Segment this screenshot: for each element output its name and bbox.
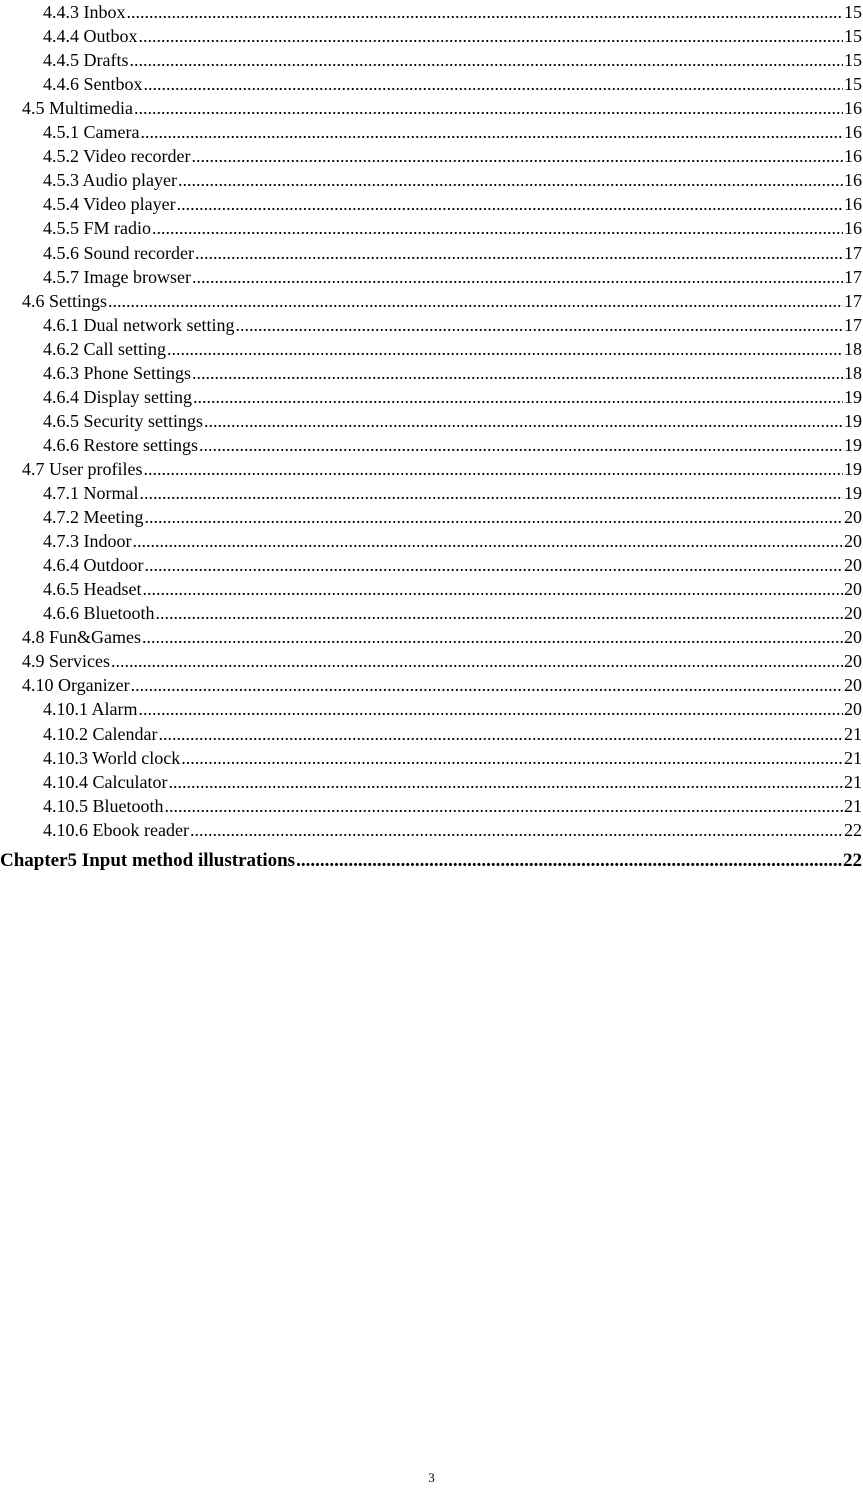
toc-entry-label: 4.7 User profiles bbox=[22, 458, 143, 479]
toc-leader-dots bbox=[145, 553, 844, 577]
toc-entry-label: 4.6.3 Phone Settings bbox=[43, 362, 192, 383]
toc-entry-page: 20 bbox=[844, 555, 862, 576]
toc-entry-label: 4.5.2 Video recorder bbox=[43, 146, 191, 167]
toc-leader-dots bbox=[143, 457, 843, 481]
toc-leader-dots bbox=[139, 481, 843, 505]
toc-entry[interactable] bbox=[22, 289, 862, 313]
toc-entry-label: 4.6.1 Dual network setting bbox=[43, 314, 235, 335]
toc-leader-dots bbox=[165, 794, 844, 818]
toc-leader-dots bbox=[131, 673, 843, 697]
toc-entry-page: 17 bbox=[844, 314, 862, 335]
toc-entry[interactable] bbox=[43, 577, 862, 601]
toc-entry[interactable] bbox=[43, 192, 862, 216]
toc-chapter-entry[interactable] bbox=[0, 849, 862, 873]
toc-entry[interactable] bbox=[43, 601, 862, 625]
toc-entry[interactable] bbox=[43, 265, 862, 289]
toc-entry-page: 17 bbox=[844, 290, 862, 311]
toc-entry-label: 4.10.4 Calculator bbox=[43, 771, 168, 792]
toc-leader-dots bbox=[144, 72, 843, 96]
toc-entry-label: 4.8 Fun&Games bbox=[22, 627, 141, 648]
toc-entry-page: 21 bbox=[844, 723, 862, 744]
toc-leader-dots bbox=[195, 241, 843, 265]
toc-entry-label: 4.10.6 Ebook reader bbox=[43, 819, 189, 840]
toc-entry[interactable] bbox=[43, 313, 862, 337]
toc-entry-page: 20 bbox=[844, 507, 862, 528]
toc-entry-label: 4.10.3 World clock bbox=[43, 747, 181, 768]
toc-entry-page: 17 bbox=[844, 266, 862, 287]
toc-entry-page: 15 bbox=[844, 50, 862, 71]
toc-entry-page: 15 bbox=[844, 26, 862, 47]
toc-leader-dots bbox=[177, 192, 843, 216]
toc-entry-label: 4.6.4 Outdoor bbox=[43, 555, 144, 576]
toc-entry-label: 4.5.4 Video player bbox=[43, 194, 176, 215]
toc-entry-page: 22 bbox=[844, 819, 862, 840]
toc-entry-page: 20 bbox=[844, 675, 862, 696]
toc-entry-label: Chapter5 Input method illustrations bbox=[0, 849, 296, 871]
toc-entry[interactable] bbox=[22, 649, 862, 673]
toc-entry-page: 15 bbox=[844, 74, 862, 95]
toc-entry-label: 4.5.1 Camera bbox=[43, 122, 140, 143]
toc-leader-dots bbox=[139, 24, 844, 48]
toc-leader-dots bbox=[192, 144, 843, 168]
toc-entry-label: 4.5 Multimedia bbox=[22, 98, 133, 119]
toc-entry[interactable] bbox=[43, 168, 862, 192]
toc-leader-dots bbox=[145, 505, 844, 529]
toc-entry-label: 4.6.5 Security settings bbox=[43, 410, 203, 431]
toc-entry-page: 19 bbox=[844, 483, 862, 503]
toc-leader-dots bbox=[140, 120, 843, 144]
toc-leader-dots bbox=[152, 216, 843, 240]
toc-entry[interactable] bbox=[22, 673, 862, 697]
toc-entry[interactable] bbox=[43, 144, 862, 168]
toc-entry[interactable] bbox=[43, 241, 862, 265]
toc-entry-label: 4.6.4 Display setting bbox=[43, 386, 192, 407]
toc-entry[interactable] bbox=[22, 457, 862, 481]
toc-entry-label: 4.5.7 Image browser bbox=[43, 266, 191, 287]
toc-entry-page: 21 bbox=[844, 771, 862, 792]
toc-entry-page: 20 bbox=[844, 699, 862, 720]
toc-entry-label: 4.6.5 Headset bbox=[43, 579, 142, 600]
toc-entry[interactable] bbox=[43, 481, 862, 505]
toc-entry[interactable] bbox=[43, 409, 862, 433]
toc-entry[interactable] bbox=[43, 553, 862, 577]
toc-leader-dots bbox=[190, 818, 843, 842]
toc-leader-dots bbox=[168, 770, 843, 794]
toc-leader-dots bbox=[178, 168, 843, 192]
toc-leader-dots bbox=[181, 746, 843, 770]
toc-entry-page: 16 bbox=[844, 194, 862, 215]
toc-entry-page: 20 bbox=[844, 531, 862, 552]
toc-entry-label: 4.4.5 Drafts bbox=[43, 50, 129, 71]
toc-entry-label: 4.6.6 Bluetooth bbox=[43, 603, 155, 624]
toc-entry[interactable] bbox=[43, 0, 862, 24]
toc-entry[interactable] bbox=[43, 770, 862, 794]
toc-entry-page: 18 bbox=[844, 338, 862, 359]
toc-leader-dots bbox=[296, 849, 842, 873]
toc-entry[interactable] bbox=[43, 24, 862, 48]
toc-entry-page: 15 bbox=[844, 2, 862, 22]
toc-entry-label: 4.6.6 Restore settings bbox=[43, 434, 198, 455]
toc-entry-page: 19 bbox=[844, 458, 862, 479]
toc-entry[interactable] bbox=[43, 818, 862, 842]
toc-entry[interactable] bbox=[43, 697, 862, 721]
toc-entry-page: 16 bbox=[844, 218, 862, 239]
toc-entry[interactable] bbox=[43, 722, 862, 746]
toc-entry-page: 21 bbox=[844, 795, 862, 816]
toc-entry[interactable] bbox=[43, 529, 862, 553]
toc-entry-page: 22 bbox=[843, 849, 862, 871]
toc-entry-label: 4.10.2 Calendar bbox=[43, 723, 158, 744]
toc-entry[interactable] bbox=[43, 72, 862, 96]
toc-leader-dots bbox=[192, 361, 843, 385]
toc-entry[interactable] bbox=[43, 361, 862, 385]
toc-entry[interactable] bbox=[43, 385, 862, 409]
toc-entry-page: 16 bbox=[844, 146, 862, 167]
toc-entry-page: 21 bbox=[844, 747, 862, 768]
toc-entry-page: 20 bbox=[844, 603, 862, 624]
toc-entry[interactable] bbox=[43, 433, 862, 457]
toc-leader-dots bbox=[129, 48, 843, 72]
toc-leader-dots bbox=[111, 649, 843, 673]
toc-leader-dots bbox=[235, 313, 843, 337]
toc-leader-dots bbox=[192, 265, 843, 289]
toc-entry-label: 4.9 Services bbox=[22, 651, 110, 672]
toc-leader-dots bbox=[167, 337, 843, 361]
toc-entry-page: 18 bbox=[844, 362, 862, 383]
toc-entry-label: 4.7.3 Indoor bbox=[43, 531, 132, 552]
toc-entry-page: 20 bbox=[844, 579, 862, 600]
toc-entry[interactable] bbox=[22, 96, 862, 120]
toc-entry[interactable] bbox=[43, 746, 862, 770]
toc-entry-label: 4.7.1 Normal bbox=[43, 483, 139, 503]
toc-leader-dots bbox=[134, 96, 843, 120]
toc-entry-page: 16 bbox=[844, 122, 862, 143]
toc-entry-label: 4.5.3 Audio player bbox=[43, 170, 177, 191]
toc-entry[interactable] bbox=[43, 794, 862, 818]
toc-entry-label: 4.6.2 Call setting bbox=[43, 338, 166, 359]
toc-entry-page: 19 bbox=[844, 434, 862, 455]
toc-entry[interactable] bbox=[43, 120, 862, 144]
toc-entry-label: 4.4.3 Inbox bbox=[43, 2, 126, 22]
toc-leader-dots bbox=[204, 409, 843, 433]
toc-entry-label: 4.10 Organizer bbox=[22, 675, 130, 696]
toc-entry-label: 4.10.5 Bluetooth bbox=[43, 795, 164, 816]
toc-entry[interactable] bbox=[43, 216, 862, 240]
toc-entry-label: 4.5.6 Sound recorder bbox=[43, 242, 194, 263]
toc-entry-label: 4.5.5 FM radio bbox=[43, 218, 151, 239]
toc-leader-dots bbox=[156, 601, 844, 625]
toc-leader-dots bbox=[139, 697, 844, 721]
toc-entry-page: 16 bbox=[844, 170, 862, 191]
toc-entry[interactable] bbox=[22, 625, 862, 649]
toc-leader-dots bbox=[133, 529, 844, 553]
toc-leader-dots bbox=[127, 0, 844, 24]
toc-leader-dots bbox=[193, 385, 843, 409]
toc-leader-dots bbox=[199, 433, 843, 457]
toc-entry-label: 4.10.1 Alarm bbox=[43, 699, 138, 720]
toc-entry-page: 20 bbox=[844, 651, 862, 672]
toc-entry-page: 20 bbox=[844, 627, 862, 648]
toc-entry-page: 16 bbox=[844, 98, 862, 119]
toc-entry-page: 17 bbox=[844, 242, 862, 263]
toc-entry-page: 19 bbox=[844, 410, 862, 431]
page-number: 3 bbox=[428, 1470, 435, 1485]
toc-leader-dots bbox=[142, 577, 843, 601]
toc-entry-label: 4.4.6 Sentbox bbox=[43, 74, 143, 95]
toc-leader-dots bbox=[158, 722, 843, 746]
toc-entry-page: 19 bbox=[844, 386, 862, 407]
toc-entry-label: 4.7.2 Meeting bbox=[43, 507, 144, 528]
toc-entry-label: 4.6 Settings bbox=[22, 290, 108, 311]
toc-entry[interactable] bbox=[43, 505, 862, 529]
toc-leader-dots bbox=[108, 289, 843, 313]
toc-entry-label: 4.4.4 Outbox bbox=[43, 26, 138, 47]
toc-entry[interactable] bbox=[43, 48, 862, 72]
toc-entry[interactable] bbox=[43, 337, 862, 361]
toc-leader-dots bbox=[142, 625, 843, 649]
